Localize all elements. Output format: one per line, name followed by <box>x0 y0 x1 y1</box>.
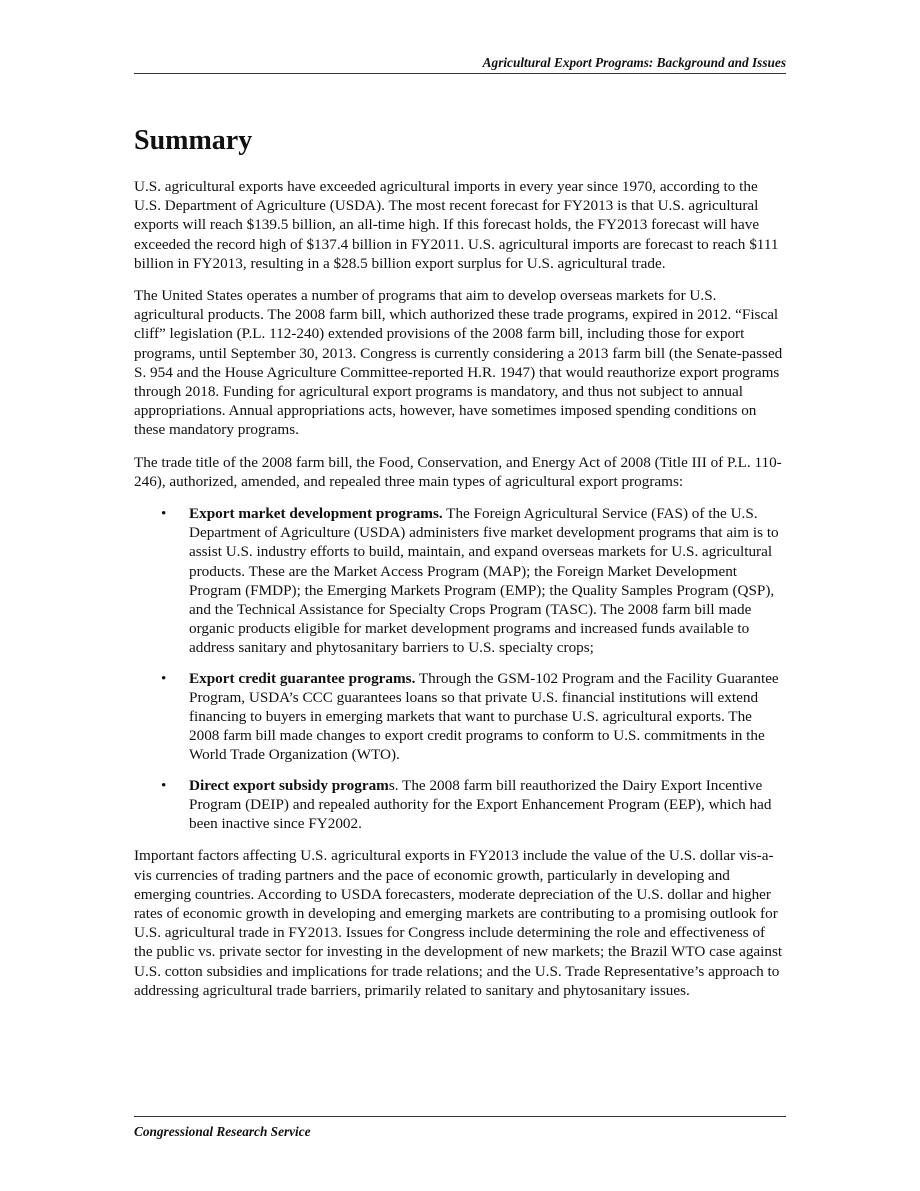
running-header <box>134 54 786 74</box>
bullet-lead: Export credit guarantee programs. <box>189 669 416 687</box>
section-title: Summary <box>134 125 253 156</box>
bullet-icon: • <box>161 505 167 523</box>
list-item-export-subsidy <box>134 776 786 834</box>
bullet-icon: • <box>161 669 167 687</box>
summary-body <box>134 177 786 1013</box>
paragraph-closing: Important factors affecting U.S. agricultural exports in FY2013 include the value of the U.S. dollar vis-a-vis currencies of trading partners and the pace of economic growth, particularly in developing and emerging countries. According to USDA forecasters, moderate depreciation of the U.S. dollar and higher rates of economic growth in developing and emerging markets are contributing to a promising outlook for U.S. agricultural trade in FY2013. Issues for Congress include determining the role and effectiveness of the public vs. private sector for investing in the development of new markets; the Brazil WTO case against U.S. cotton subsidies and implications for trade relations; and the U.S. Trade Representative’s approach to addressing agricultural trade barriers, primarily related to sanitary and phytosanitary issues. <box>134 847 783 999</box>
running-header-title: Agricultural Export Programs: Background and Issues <box>482 55 786 70</box>
bullet-lead: Direct export subsidy program <box>189 776 389 794</box>
bullet-text: Through the GSM-102 Program and the Facility Guarantee Program, USDA’s CCC guarantees loans so that private U.S. financial institutions will extend financing to buyers in emerging markets that want to purchase U.S. agricultural exports. The 2008 farm bill made changes to export credit programs to conform to U.S. commitments in the World Trade Organization (WTO). <box>189 669 779 764</box>
bullet-icon: • <box>161 776 167 794</box>
bullet-text: The Foreign Agricultural Service (FAS) of the U.S. Department of Agriculture (USDA) administers five market development programs that aim is to assist U.S. industry efforts to build, maintain, and expand overseas markets for U.S. agricultural products. These are the Market Access Program (MAP); the Foreign Market Development Program (FMDP); the Emerging Markets Program (EMP); the Quality Samples Program (QSP), and the Technical Assistance for Specialty Crops Program (TASC). The 2008 farm bill made organic products eligible for market development programs and increased funds available to address sanitary and phytosanitary barriers to U.S. specialty crops; <box>189 505 779 657</box>
list-item-credit-guarantee <box>134 669 786 765</box>
program-type-list <box>134 504 786 833</box>
bullet-text: s. The 2008 farm bill reauthorized the Dairy Export Incentive Program (DEIP) and repealed authority for the Export Enhancement Program (EEP), which had been inactive since FY2002. <box>189 776 772 833</box>
bullet-lead: Export market development programs. <box>189 505 443 523</box>
list-item-market-development <box>134 504 786 658</box>
footer-organization: Congressional Research Service <box>134 1124 311 1139</box>
page-footer <box>134 1116 786 1140</box>
paragraph-programs-overview: The United States operates a number of programs that aim to develop overseas markets for U.S. agricultural products. The 2008 farm bill, which authorized these trade programs, expired in 2012. “Fiscal cliff” legislation (P.L. 112-240) extended provisions of the 2008 farm bill, including those for export programs, until September 30, 2013. Congress is currently considering a 2013 farm bill (the Senate-passed S. 954 and the House Agriculture Committee-reported H.R. 1947) that would reauthorize export programs through 2018. Funding for agricultural export programs is mandatory, and thus not subject to annual appropriations. Annual appropriations acts, however, have sometimes imposed spending conditions on these mandatory programs. <box>134 287 783 439</box>
paragraph-exports-overview: U.S. agricultural exports have exceeded agricultural imports in every year since 1970, according to the U.S. Department of Agriculture (USDA). The most recent forecast for FY2013 is that U.S. agricultural exports will reach $139.5 billion, an all-time high. If this forecast holds, the FY2013 forecast will have exceeded the record high of $137.4 billion in FY2011. U.S. agricultural imports are forecast to reach $111 billion in FY2013, resulting in a $28.5 billion export surplus for U.S. agricultural trade. <box>134 178 779 272</box>
paragraph-trade-title: The trade title of the 2008 farm bill, the Food, Conservation, and Energy Act of 2008 (Title III of P.L. 110-246), authorized, amended, and repealed three main types of agricultural export programs: <box>134 453 782 490</box>
